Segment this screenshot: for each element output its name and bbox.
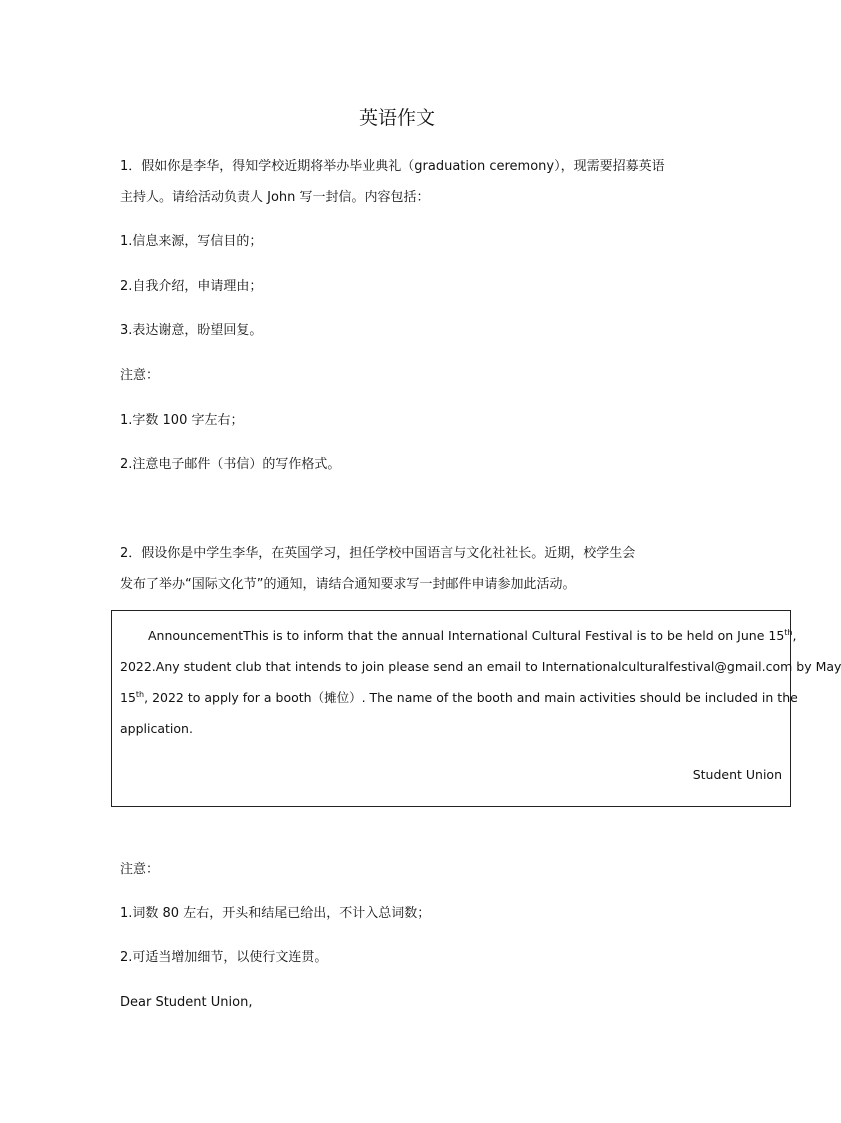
- q1-point-2: 2.自我介绍，申请理由；: [120, 279, 263, 294]
- q2-note-2: 2.可适当增加细节，以使行文连贯。: [120, 950, 328, 965]
- announcement-line-4: application.: [120, 721, 193, 736]
- announcement-line-2: 2022.Any student club that intends to join please send an email to Internationalculturalfestival@gmail.com by May: [120, 659, 841, 674]
- q1-note-label: 注意：: [120, 368, 160, 383]
- q2-note-1: 1.词数 80 左右，开头和结尾已给出，不计入总词数；: [120, 906, 431, 921]
- q1-point-3: 3.表达谢意，盼望回复。: [120, 323, 263, 338]
- q2-salutation: Dear Student Union,: [120, 995, 253, 1010]
- q2-prompt-line-1: 2．假设你是中学生李华，在英国学习，担任学校中国语言与文化社社长。近期，校学生会: [120, 546, 636, 561]
- page-title: 英语作文: [358, 107, 435, 129]
- q1-note-2: 2.注意电子邮件（书信）的写作格式。: [120, 457, 341, 472]
- q1-point-1: 1.信息来源，写信目的；: [120, 234, 263, 249]
- announcement-line-3: 15th, 2022 to apply for a booth（摊位）. The name of the booth and main activities should be included in the: [120, 689, 798, 705]
- announcement-box: [111, 610, 841, 807]
- q2-note-label: 注意：: [120, 862, 160, 877]
- announcement-signature: Student Union: [692, 767, 782, 782]
- announcement-line-1: AnnouncementThis is to inform that the annual International Cultural Festival is to be held on June 15th,: [148, 627, 797, 643]
- q2-prompt-line-2: 发布了举办“国际文化节”的通知，请结合通知要求写一封邮件申请参加此活动。: [120, 577, 576, 592]
- q1-note-1: 1.字数 100 字左右；: [120, 413, 244, 428]
- q1-prompt-line-1: 1．假如你是李华，得知学校近期将举办毕业典礼（graduation ceremony），现需要招募英语: [120, 159, 665, 174]
- q1-prompt-line-2: 主持人。请给活动负责人 John 写一封信。内容包括：: [120, 190, 430, 205]
